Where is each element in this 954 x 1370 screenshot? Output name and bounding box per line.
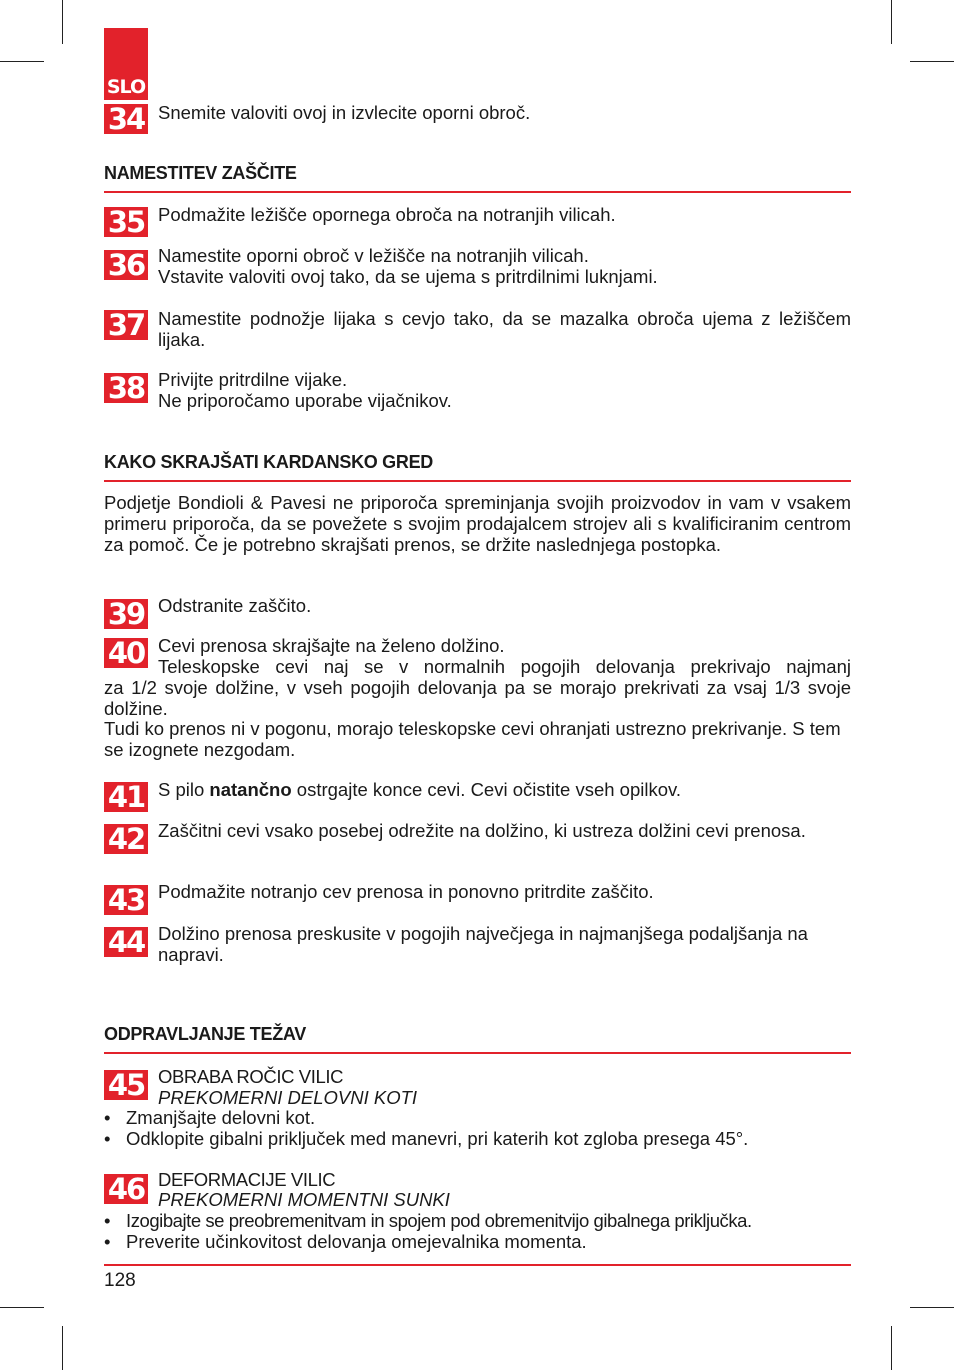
crop-mark: [891, 0, 892, 44]
step-46-subtitle: PREKOMERNI MOMENTNI SUNKI: [158, 1189, 450, 1210]
step-number-35: 35: [104, 207, 148, 237]
step-number-41: 41: [104, 782, 148, 812]
section-heading-namestitev: NAMESTITEV ZAŠČITE: [104, 163, 297, 183]
language-tab: [104, 28, 148, 100]
step-number-45: 45: [104, 1070, 148, 1100]
step-number-42: 42: [104, 824, 148, 854]
step-text-39: Odstranite zaščito.: [158, 595, 312, 616]
step-45-subtitle: PREKOMERNI DELOVNI KOTI: [158, 1087, 418, 1108]
bullet-icon: •: [104, 1210, 111, 1231]
step-38-line-1: Privijte pritrdilne vijake.: [158, 369, 348, 390]
step-text-38: [158, 369, 851, 411]
bullet-icon: •: [104, 1107, 111, 1128]
step-number-46: 46: [104, 1174, 148, 1204]
step-text-36: [158, 245, 851, 287]
step-40-line-2-text: Teleskopske cevi naj se v normalnih pogojih delovanja prekrivajo najmanj: [158, 656, 851, 677]
bullet-text: Zmanjšajte delovni kot.: [126, 1107, 316, 1128]
step-41-pre: S pilo: [158, 779, 210, 800]
bullet-text: Preverite učinkovitost delovanja omejevalnika momenta.: [126, 1231, 587, 1252]
step-number-37: 37: [104, 310, 148, 340]
step-text-44: Dolžino prenosa preskusite v pogojih največjega in najmanjšega podaljšanja na napravi.: [158, 923, 808, 965]
step-36-line-1: Namestite oporni obroč v ležišče na notranjih vilicah.: [158, 245, 589, 266]
step-38-line-2: Ne priporočamo uporabe vijačnikov.: [158, 390, 452, 411]
section-rule: [104, 480, 851, 482]
step-number-44: 44: [104, 927, 148, 957]
step-text-35: Podmažite ležišče opornega obroča na notranjih vilicah.: [158, 204, 616, 225]
bullet-icon: •: [104, 1128, 111, 1149]
step-45-title: OBRABA ROČIC VILIC: [158, 1066, 344, 1087]
step-40-line-2: [158, 656, 851, 677]
step-number-43: 43: [104, 885, 148, 915]
bullet-icon: •: [104, 1231, 111, 1252]
step-number-39: 39: [104, 599, 148, 629]
step-number-34: 34: [104, 104, 148, 134]
crop-mark: [62, 1326, 63, 1370]
intro-paragraph: Podjetje Bondioli & Pavesi ne priporoča spreminjanja svojih proizvodov in vam v vsakem primeru priporoča, da se povežete s svojim prodajalcem strojev ali s kvalificiranim centrom za pomoč. Če je potrebno skrajšati prenos, se držite naslednjega postopka.: [104, 492, 851, 555]
section-heading-odpravljanje: ODPRAVLJANJE TEŽAV: [104, 1024, 306, 1044]
crop-mark: [0, 1307, 44, 1308]
language-label: SLO: [106, 76, 146, 98]
step-number-36: 36: [104, 250, 148, 280]
crop-mark: [910, 61, 954, 62]
step-number-38: 38: [104, 373, 148, 403]
step-text-43: Podmažite notranjo cev prenosa in ponovno pritrdite zaščito.: [158, 881, 654, 902]
bullet-text: Izogibajte se preobremenitvam in spojem pod obremenitvijo gibalnega priključka.: [126, 1210, 752, 1231]
crop-mark: [0, 61, 44, 62]
step-text-42: Zaščitni cevi vsako posebej odrežite na dolžino, ki ustreza dolžini cevi prenosa.: [158, 820, 806, 841]
step-text-37: Namestite podnožje lijaka s cevjo tako, da se mazalka obroča ujema z ležiščem lijaka.: [158, 308, 851, 350]
step-text-34: Snemite valoviti ovoj in izvlecite oporni obroč.: [158, 102, 531, 123]
bullet-text: Odklopite gibalni priključek med manevri, pri katerih kot zgloba presega 45°.: [126, 1128, 749, 1149]
step-46-title: DEFORMACIJE VILIC: [158, 1169, 336, 1190]
crop-mark: [910, 1307, 954, 1308]
section-rule: [104, 191, 851, 193]
step-40-line-4: Tudi ko prenos ni v pogonu, morajo teleskopske cevi ohranjati ustrezno prekrivanje. S tem se izognete nezgodam.: [104, 718, 841, 760]
step-36-line-2: Vstavite valoviti ovoj tako, da se ujema s pritrdilnimi luknjami.: [158, 266, 658, 287]
step-number-40: 40: [104, 638, 148, 668]
section-heading-skrajsati: KAKO SKRAJŠATI KARDANSKO GRED: [104, 452, 433, 472]
footer-rule: [104, 1264, 851, 1266]
step-40-line-1: Cevi prenosa skrajšajte na želeno dolžino.: [158, 635, 505, 656]
step-41-post: ostrgajte konce cevi. Cevi očistite vseh opilkov.: [291, 779, 682, 800]
step-40-line-3: za 1/2 svoje dolžine, v vseh pogojih delovanja pa se morajo prekrivati za vsaj 1/3 svoje dolžine.: [104, 677, 851, 719]
section-rule: [104, 1052, 851, 1054]
crop-mark: [891, 1326, 892, 1370]
page-number: 128: [104, 1270, 136, 1291]
step-text-41: [158, 779, 851, 800]
crop-mark: [62, 0, 63, 44]
step-41-emphasis: natančno: [209, 779, 292, 800]
